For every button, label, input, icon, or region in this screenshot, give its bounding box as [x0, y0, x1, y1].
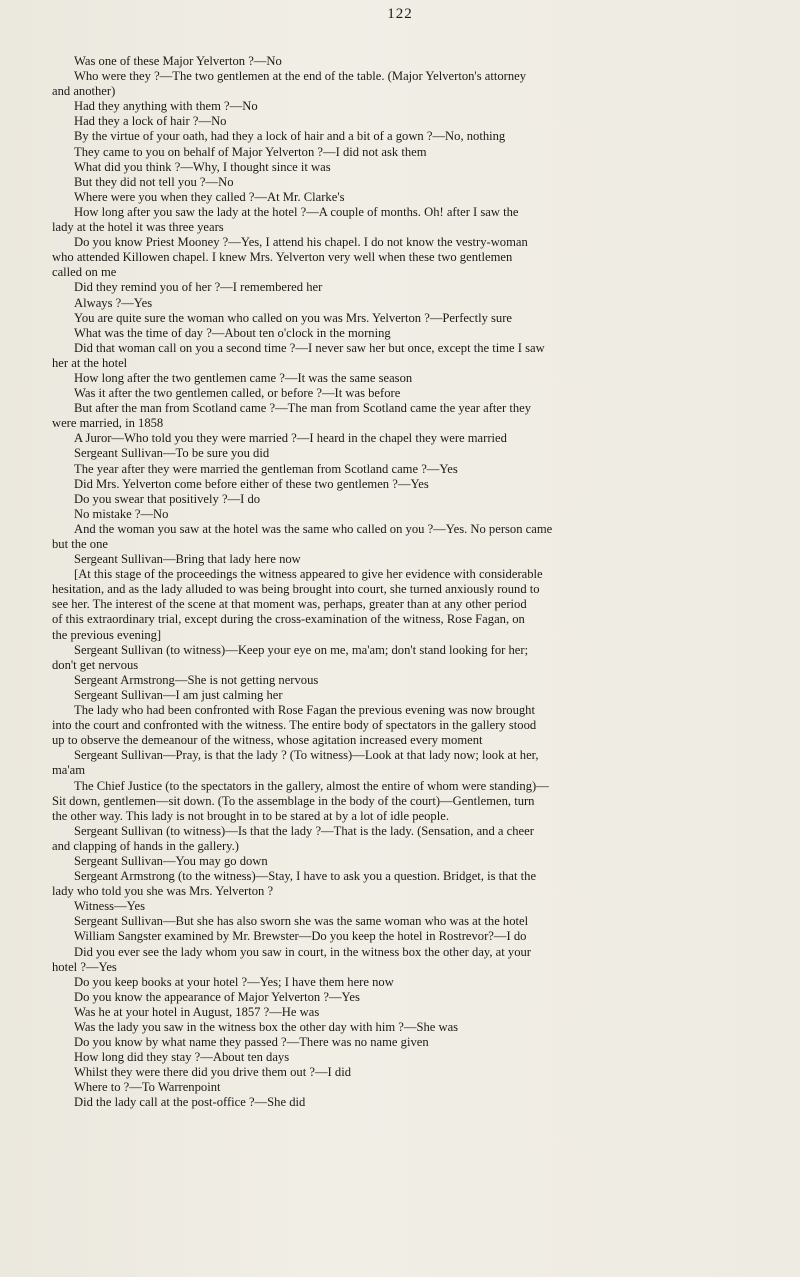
text-line: How long after you saw the lady at the hotel ?—A couple of months. Oh! after I saw the [74, 204, 519, 219]
text-line: Had they anything with them ?—No [74, 99, 258, 114]
text-line: and another) [52, 84, 116, 99]
text-line: lady who told you she was Mrs. Yelverton ? [52, 884, 274, 899]
text-line: called on me [52, 265, 117, 280]
text-line: hotel ?—Yes [52, 959, 117, 974]
text-line: Was he at your hotel in August, 1857 ?—He was [74, 1004, 320, 1019]
text-line: who attended Killowen chapel. I knew Mrs. Yelverton very well when these two gentlemen [52, 250, 513, 265]
page-number: 122 [387, 6, 413, 22]
text-line: Whilst they were there did you drive them out ?—I did [74, 1065, 351, 1080]
text-line: And the woman you saw at the hotel was the same who called on you ?—Yes. No person came [74, 521, 553, 536]
text-line: Did Mrs. Yelverton come before either of these two gentlemen ?—Yes [74, 476, 429, 491]
text-line: Sergeant Sullivan—Pray, is that the lady ? (To witness)—Look at that lady now; look at her, [74, 748, 539, 763]
text-line: William Sangster examined by Mr. Brewster—Do you keep the hotel in Rostrevor?—I do [74, 929, 527, 944]
text-line: Do you swear that positively ?—I do [74, 491, 261, 506]
text-line: Had they a lock of hair ?—No [74, 114, 227, 129]
text-line: but the one [52, 537, 108, 551]
text-line: Did they remind you of her ?—I remembered her [74, 280, 323, 295]
text-line: don't get nervous [52, 657, 139, 672]
text-line: into the court and confronted with the witness. The entire body of spectators in the gallery stood [52, 718, 537, 733]
text-line: Was it after the two gentlemen called, or before ?—It was before [74, 386, 401, 401]
text-line: Do you know by what name they passed ?—There was no name given [74, 1035, 429, 1050]
text-line: The Chief Justice (to the spectators in the gallery, almost the entire of whom were standing)— [74, 778, 549, 793]
text-line: Sergeant Sullivan (to witness)—Is that the lady ?—That is the lady. (Sensation, and a cheer [74, 823, 534, 838]
text-line: and clapping of hands in the gallery.) [52, 838, 239, 853]
text-line: Sergeant Sullivan—You may go down [74, 853, 268, 868]
text-line: up to observe the demeanour of the witness, whose agitation increased every moment [52, 733, 483, 748]
text-line: But they did not tell you ?—No [74, 174, 234, 189]
text-line: ma'am [52, 763, 86, 778]
text-line: Sit down, gentlemen—sit down. (To the assemblage in the body of the court)—Gentlemen, turn [52, 793, 535, 808]
text-line: No mistake ?—No [74, 506, 169, 521]
text-line: By the virtue of your oath, had they a lock of hair and a bit of a gown ?—No, nothing [74, 129, 506, 144]
text-line: Sergeant Sullivan—To be sure you did [74, 446, 270, 461]
text-line: Sergeant Sullivan (to witness)—Keep your eye on me, ma'am; don't stand looking for her; [74, 642, 529, 657]
text-line: The lady who had been confronted with Rose Fagan the previous evening was now brought [74, 703, 535, 718]
text-line: But after the man from Scotland came ?—The man from Scotland came the year after they [74, 401, 532, 416]
text-line: Sergeant Sullivan—But she has also sworn she was the same woman who was at the hotel [74, 914, 529, 929]
text-line: A Juror—Who told you they were married ?—I heard in the chapel they were married [74, 431, 507, 446]
text-line: the other way. This lady is not brought in to be stared at by a lot of idle people. [52, 808, 449, 823]
text-line: What did you think ?—Why, I thought since it was [74, 159, 331, 174]
text-line: hesitation, and as the lady alluded to was being brought into court, she turned anxiously round to [52, 582, 540, 597]
text-line: Was one of these Major Yelverton ?—No [74, 54, 282, 68]
text-line: What was the time of day ?—About ten o'clock in the morning [74, 325, 391, 340]
text-line: Where were you when they called ?—At Mr. Clarke's [74, 189, 345, 204]
text-line: The year after they were married the gentleman from Scotland came ?—Yes [74, 461, 458, 476]
text-line: Sergeant Armstrong—She is not getting nervous [74, 672, 319, 687]
text-line: Do you know Priest Mooney ?—Yes, I attend his chapel. I do not know the vestry-woman [74, 235, 528, 250]
text-line: Sergeant Sullivan—Bring that lady here now [74, 552, 301, 567]
text-line: Sergeant Armstrong (to the witness)—Stay, I have to ask you a question. Bridget, is that the [74, 869, 537, 884]
text-line: see her. The interest of the scene at that moment was, perhaps, greater than at any other period [52, 597, 527, 612]
text-line: Who were they ?—The two gentlemen at the end of the table. (Major Yelverton's attorney [74, 69, 527, 84]
text-line: Did that woman call on you a second time ?—I never saw her but once, except the time I saw [74, 340, 545, 355]
text-line: Always ?—Yes [74, 295, 153, 310]
text-line: [At this stage of the proceedings the witness appeared to give her evidence with considerable [74, 567, 543, 582]
text-line: How long after the two gentlemen came ?—It was the same season [74, 370, 413, 385]
text-line: Do you know the appearance of Major Yelverton ?—Yes [74, 989, 360, 1004]
text-line: You are quite sure the woman who called on you was Mrs. Yelverton ?—Perfectly sure [74, 310, 513, 325]
text-line: Sergeant Sullivan—I am just calming her [74, 687, 283, 702]
testimony-text [52, 54, 780, 1111]
text-line: Where to ?—To Warrenpoint [74, 1080, 221, 1095]
text-line: Did the lady call at the post-office ?—She did [74, 1095, 306, 1110]
text-line: They came to you on behalf of Major Yelverton ?—I did not ask them [74, 144, 427, 159]
text-line: Did you ever see the lady whom you saw in court, in the witness box the other day, at your [74, 944, 532, 959]
text-line: Do you keep books at your hotel ?—Yes; I have them here now [74, 974, 394, 989]
text-line: How long did they stay ?—About ten days [74, 1050, 290, 1065]
text-line: lady at the hotel it was three years [52, 220, 224, 235]
text-line: Was the lady you saw in the witness box the other day with him ?—She was [74, 1020, 459, 1034]
text-line: her at the hotel [52, 355, 128, 370]
text-line: of this extraordinary trial, except during the cross-examination of the witness, Rose Fagan, on [52, 612, 525, 627]
text-line: Witness—Yes [74, 899, 145, 914]
text-line: were married, in 1858 [52, 416, 164, 431]
text-line: the previous evening] [52, 627, 162, 642]
